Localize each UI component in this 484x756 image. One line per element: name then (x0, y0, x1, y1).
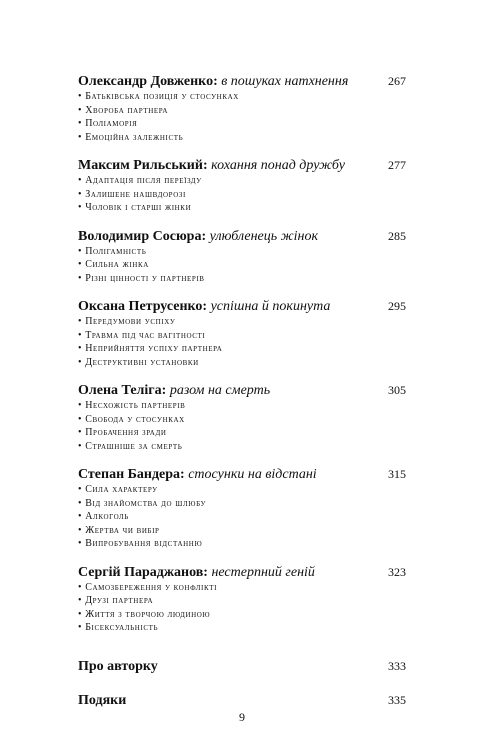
toc-subitem-list (78, 315, 406, 369)
toc-entry-title: Подяки (78, 692, 127, 708)
toc-subitem: • Свобода у стосунках (78, 413, 406, 427)
toc-subitem: • Бісексуальність (78, 621, 406, 635)
toc-subitem: • Сила характеру (78, 483, 406, 497)
toc-entry-name: Степан Бандера: (78, 467, 185, 482)
toc-entry-page: 277 (388, 158, 406, 172)
toc-entry-page: 305 (388, 383, 406, 397)
toc-subitem-list (78, 90, 406, 144)
toc-entry-subtitle: разом на смерть (169, 383, 271, 398)
toc-entry-title (78, 73, 348, 91)
toc-entry-page: 267 (388, 74, 406, 88)
page-number: 9 (239, 710, 245, 724)
toc-subitem-list (78, 245, 406, 286)
toc-subitem: • Передумови успіху (78, 315, 406, 329)
toc-entry-subtitle: стосунки на відстані (188, 467, 317, 482)
toc-entry-page: 285 (388, 228, 406, 243)
toc-entry-heading (78, 563, 406, 581)
toc-entry-subtitle: успішна й покинута (210, 299, 331, 314)
toc-entry-sosiura (78, 227, 406, 286)
toc-subitem: • Алкоголь (78, 510, 406, 524)
toc-subitem: • Полігамність (78, 245, 406, 259)
toc-entry-heading (78, 657, 406, 675)
toc-subitem: • Травма під час вагітності (78, 329, 406, 343)
toc-entry-subtitle: нестерпний геній (211, 564, 315, 580)
toc-entry-page: 333 (388, 658, 406, 673)
toc-entry-paradzhanov (78, 563, 406, 635)
toc-entry-title (78, 298, 330, 316)
toc-subitem-list (78, 483, 406, 551)
toc-entry-subtitle: кохання понад дружбу (211, 158, 345, 173)
toc-entry-teliha (78, 381, 406, 453)
toc-entry-about-author (78, 657, 406, 675)
toc-entry-title (78, 382, 270, 400)
toc-subitem: • Чоловік і старші жінки (78, 201, 406, 215)
toc-entry-page: 323 (388, 564, 406, 579)
toc-subitem: • Страшніше за смерть (78, 440, 406, 454)
toc-entry-name: Олена Теліга: (78, 383, 167, 398)
toc-entry-title (78, 228, 318, 246)
toc-entry-acknowledgements (78, 691, 406, 709)
toc-entry-name: Максим Рильський: (78, 158, 208, 173)
toc-subitem: • Самозбереження у конфлікті (78, 581, 406, 595)
toc-entry-dovzhenko (78, 72, 406, 144)
toc-subitem-list (78, 581, 406, 635)
toc-entry-heading (78, 227, 406, 245)
toc-entry-title: Про авторку (78, 658, 158, 674)
toc-entry-heading (78, 691, 406, 709)
toc-entry-page: 335 (388, 692, 406, 707)
toc-entry-title (78, 157, 345, 175)
toc-subitem: • Адаптація після переїзду (78, 174, 406, 188)
toc-subitem-list (78, 174, 406, 215)
toc-subitem: • Від знайомства до шлюбу (78, 497, 406, 511)
toc-subitem: • Несхожість партнерів (78, 399, 406, 413)
toc-subitem: • Друзі партнера (78, 594, 406, 608)
toc-entry-name: Олександр Довженко: (78, 74, 218, 89)
toc-subitem: • Пробачення зради (78, 426, 406, 440)
toc-subitem: • Випробування відстанню (78, 537, 406, 551)
toc-subitem: • Батьківська позиція у стосунках (78, 90, 406, 104)
toc-entry-heading (78, 156, 406, 174)
toc-entry-name: Володимир Сосюра: (78, 228, 207, 244)
toc-entry-name: Сергій Параджанов: (78, 564, 208, 580)
toc-subitem: • Поліаморія (78, 117, 406, 131)
toc-entry-petrusenko (78, 297, 406, 369)
toc-subitem: • Життя з творчою людиною (78, 608, 406, 622)
toc-entry-page: 295 (388, 299, 406, 313)
toc-subitem-list (78, 399, 406, 453)
toc-entry-heading (78, 297, 406, 315)
toc-subitem: • Деструктивні установки (78, 356, 406, 370)
toc-entry-heading (78, 381, 406, 399)
toc-subitem: • Жертва чи вибір (78, 524, 406, 538)
toc-entry-name: Оксана Петрусенко: (78, 299, 208, 314)
toc-subitem: • Залишене нашвдорозі (78, 188, 406, 202)
toc-entry-subtitle: в пошуках натхнення (221, 74, 349, 89)
toc-entry-title (78, 564, 315, 582)
toc-entry-bandera (78, 465, 406, 551)
toc-subitem: • Неприйняття успіху партнера (78, 342, 406, 356)
toc-subitem: • Емоційна залежність (78, 131, 406, 145)
table-of-contents (78, 72, 406, 721)
toc-subitem: • Різні цінності у партнерів (78, 272, 406, 286)
toc-entry-title (78, 466, 317, 484)
toc-entry-heading (78, 465, 406, 483)
toc-subitem: • Сильна жінка (78, 258, 406, 272)
toc-entry-rylskyi (78, 156, 406, 215)
toc-entry-page: 315 (388, 467, 406, 481)
toc-subitem: • Хвороба партнера (78, 104, 406, 118)
toc-entry-subtitle: улюбленець жінок (209, 228, 319, 244)
toc-entry-heading (78, 72, 406, 90)
